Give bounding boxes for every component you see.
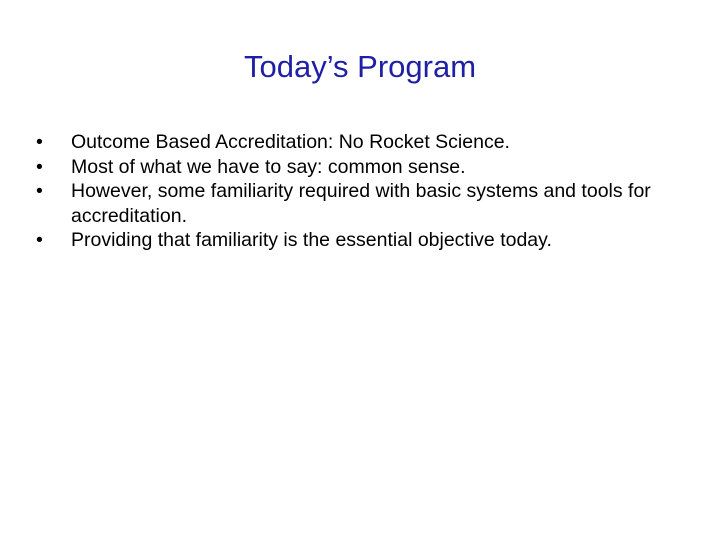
bullet-text: Outcome Based Accreditation: No Rocket Science.: [71, 131, 510, 153]
bullet-dot-icon: •: [36, 131, 43, 153]
bullet-dot-icon: •: [36, 229, 43, 251]
slide-title: Today’s Program: [243, 49, 477, 84]
bullet-text: However, some familiarity required with basic systems and tools for accreditation.: [71, 180, 651, 227]
bullet-list: [36, 130, 686, 253]
bullet-item: [36, 179, 686, 228]
bullet-item: [36, 228, 686, 253]
bullet-text: Most of what we have to say: common sense.: [71, 155, 466, 178]
bullet-item: [36, 155, 686, 180]
bullet-text: Providing that familiarity is the essential objective today.: [71, 229, 552, 251]
bullet-dot-icon: •: [36, 180, 43, 202]
bullet-item: [36, 130, 686, 155]
bullet-dot-icon: •: [36, 155, 43, 178]
